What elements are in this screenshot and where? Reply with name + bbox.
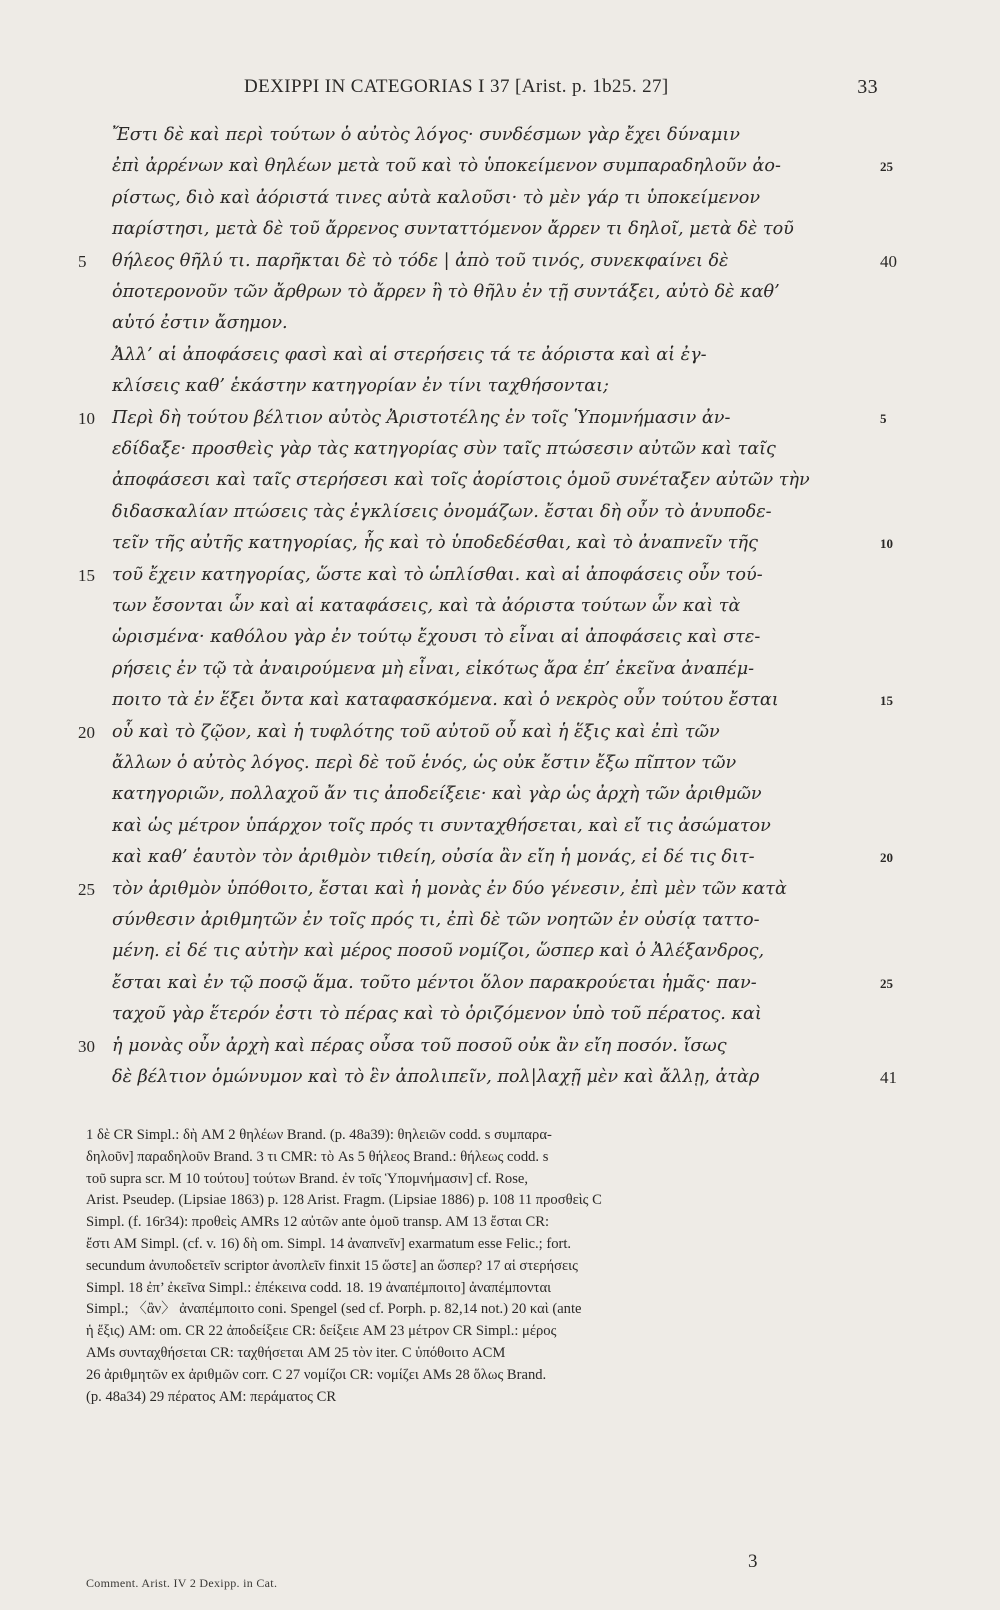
text-line: εδίδαξε· προσθεὶς γὰρ τὰς κατηγορίας σὺν ταῖς πτώσεσιν αὐτῶν καὶ ταῖς	[112, 439, 776, 459]
running-head: DEXIPPI IN CATEGORIAS I 37 [Arist. p. 1b25. 27]	[244, 76, 669, 97]
line-number-left: 25	[78, 880, 95, 899]
apparatus-line: 26 ἀριθμητῶν ex ἀριθμῶν corr. C 27 νομίζοι CR: νομίζει AMs 28 ὅλως Brand.	[86, 1367, 547, 1383]
page-number: 33	[857, 76, 878, 98]
page-header	[0, 76, 1000, 106]
text-line: καὶ καθ’ ἑαυτὸν τὸν ἀριθμὸν τιθείη, οὐσία ἂν εἴη ἡ μονάς, εἰ δέ τις διτ-	[112, 847, 755, 867]
apparatus-line: 1 δὲ CR Simpl.: δὴ AM 2 θηλέων Brand. (p. 48a39): θηλειῶν codd. s συμπαρα-	[86, 1127, 552, 1143]
line-number-right: 20	[880, 850, 893, 865]
line-number-left: 10	[78, 409, 95, 428]
line-number-right: 40	[880, 252, 897, 271]
apparatus-line: ἔστι AM Simpl. (cf. v. 16) δὴ om. Simpl. 14 ἀναπνεῖν] exarmatum esse Felic.; fort.	[86, 1236, 572, 1252]
line-number-right: 10	[880, 536, 893, 551]
line-number-left: 5	[78, 252, 87, 271]
line-number-left: 15	[78, 566, 95, 585]
text-line: αὑτό ἐστιν ἄσημον.	[112, 313, 288, 333]
text-line: ἔσται καὶ ἐν τῷ ποσῷ ἅμα. τοῦτο μέντοι ὅλον παρακρούεται ἡμᾶς· παν-	[112, 973, 757, 993]
apparatus-line: Simpl. (f. 16r34): προθεὶς AMRs 12 αὐτῶν ante ὁμοῦ transp. AM 13 ἔσται CR:	[86, 1214, 550, 1230]
apparatus-line: AMs συνταχθήσεται CR: ταχθήσεται AM 25 τὸν iter. C ὑπόθοιτο ACM	[86, 1345, 506, 1361]
text-line: ταχοῦ γὰρ ἕτερόν ἐστι τὸ πέρας καὶ τὸ ὁριζόμενον ὑπὸ τοῦ πέρατος. καὶ	[112, 1004, 762, 1024]
text-line: διδασκαλίαν πτώσεις τὰς ἐγκλίσεις ὀνομάζων. ἔσται δὴ οὖν τὸ ἀνυποδε-	[112, 502, 772, 522]
apparatus-line: δηλοῦν] παραδηλοῦν Brand. 3 τι CMR: τὸ As 5 θήλεος Brand.: θήλεως codd. s	[86, 1149, 549, 1165]
text-line: κατηγοριῶν, πολλαχοῦ ἄν τις ἀποδείξειε· καὶ γὰρ ὡς ἀρχὴ τῶν ἀριθμῶν	[112, 784, 762, 804]
text-line: ἐπὶ ἀρρένων καὶ θηλέων μετὰ τοῦ καὶ τὸ ὑποκείμενον συμπαραδηλοῦν ἀο-	[112, 156, 781, 176]
text-line: ποιτο τὰ ἐν ἕξει ὄντα καὶ καταφασκόμενα. καὶ ὁ νεκρὸς οὖν τούτου ἔσται	[112, 690, 779, 710]
text-line: ρήσεις ἐν τῷ τὰ ἀναιρούμενα μὴ εἶναι, εἰκότως ἄρα ἐπ’ ἐκεῖνα ἀναπέμ-	[112, 659, 755, 679]
signature-number: 3	[748, 1551, 758, 1572]
apparatus-line: τοῦ supra scr. M 10 τούτου] τούτων Brand. ἐν τοῖς Ὑπομνήμασιν] cf. Rose,	[86, 1171, 529, 1187]
text-line: ὡρισμένα· καθόλου γὰρ ἐν τούτῳ ἔχουσι τὸ εἶναι αἱ ἀποφάσεις καὶ στε-	[112, 627, 761, 647]
text-line: δὲ βέλτιον ὁμώνυμον καὶ τὸ ἓν ἀπολιπεῖν, πολ|λαχῇ μὲν καὶ ἄλλῃ, ἀτὰρ	[112, 1067, 760, 1087]
text-line: Ἀλλ’ αἱ ἀποφάσεις φασὶ καὶ αἱ στερήσεις τά τε ἀόριστα καὶ αἱ ἐγ-	[112, 345, 707, 365]
apparatus-line: Simpl.; 〈ἂν〉 ἀναπέμποιτο coni. Spengel (sed cf. Porph. p. 82,14 not.) 20 καὶ (ante	[86, 1301, 582, 1317]
text-line: μένη. εἰ δέ τις αὐτὴν καὶ μέρος ποσοῦ νομίζοι, ὥσπερ καὶ ὁ Ἀλέξανδρος,	[112, 941, 765, 961]
text-line: Ἔστι δὲ καὶ περὶ τούτων ὁ αὐτὸς λόγος· συνδέσμων γὰρ ἔχει δύναμιν	[112, 125, 740, 145]
text-line: ρίστως, διὸ καὶ ἀόριστά τινες αὐτὰ καλοῦσι· τὸ μὲν γάρ τι ὑποκείμενον	[112, 188, 761, 208]
text-line: ὁποτερονοῦν τῶν ἄρθρων τὸ ἄρρεν ἢ τὸ θῆλυ ἐν τῇ συντάξει, αὐτὸ δὲ καθ’	[112, 282, 780, 302]
apparatus-line: Arist. Pseudep. (Lipsiae 1863) p. 128 Arist. Fragm. (Lipsiae 1886) p. 108 11 προσθεὶς C	[86, 1192, 602, 1208]
text-line: σύνθεσιν ἀριθμητῶν ἐν τοῖς πρός τι, ἐπὶ δὲ τῶν νοητῶν ἐν οὐσίᾳ ταττο-	[112, 910, 760, 930]
text-line: τεῖν τῆς αὐτῆς κατηγορίας, ἧς καὶ τὸ ὑποδεδέσθαι, καὶ τὸ ἀναπνεῖν τῆς	[112, 533, 758, 553]
text-line: τὸν ἀριθμὸν ὑπόθοιτο, ἔσται καὶ ἡ μονὰς ἐν δύο γένεσιν, ἐπὶ μὲν τῶν κατὰ	[112, 879, 787, 899]
text-line: οὗ καὶ τὸ ζῷον, καὶ ἡ τυφλότης τοῦ αὐτοῦ οὗ καὶ ἡ ἕξις καὶ ἐπὶ τῶν	[112, 722, 720, 742]
line-number-right: 25	[880, 159, 893, 174]
text-line: θήλεος θῆλύ τι. παρῆκται δὲ τὸ τόδε | ἀπὸ τοῦ τινός, συνεκφαίνει δὲ	[112, 251, 729, 271]
apparatus-line: Simpl. 18 ἐπ’ ἐκεῖνα Simpl.: ἐπέκεινα codd. 18. 19 ἀναπέμποιτο] ἀναπέμπονται	[86, 1280, 552, 1296]
line-number-right: 41	[880, 1068, 897, 1087]
text-line: ἡ μονὰς οὖν ἀρχὴ καὶ πέρας οὖσα τοῦ ποσοῦ οὐκ ἂν εἴη ποσόν. ἴσως	[112, 1036, 727, 1056]
apparatus-line: ἡ ἕξις) AM: om. CR 22 ἀποδείξειε CR: δείξειε AM 23 μέτρον CR Simpl.: μέρος	[86, 1323, 557, 1339]
text-line: παρίστησι, μετὰ δὲ τοῦ ἄρρενος συνταττόμενον ἄρρεν τι δηλοῖ, μετὰ δὲ τοῦ	[112, 219, 794, 239]
line-number-right: 5	[880, 411, 887, 426]
line-number-left: 20	[78, 723, 95, 742]
line-number-left: 30	[78, 1037, 95, 1056]
text-line: καὶ ὡς μέτρον ὑπάρχον τοῖς πρός τι συνταχθήσεται, καὶ εἴ τις ἀσώματον	[112, 816, 771, 836]
line-number-right: 25	[880, 976, 893, 991]
text-line: Περὶ δὴ τούτου βέλτιον αὐτὸς Ἀριστοτέλης ἐν τοῖς Ὑπομνήμασιν ἀν-	[112, 408, 731, 428]
text-line: τοῦ ἔχειν κατηγορίας, ὥστε καὶ τὸ ὡπλίσθαι. καὶ αἱ ἀποφάσεις οὖν τού-	[112, 565, 763, 585]
signature-mark: Comment. Arist. IV 2 Dexipp. in Cat.	[86, 1576, 278, 1590]
text-line: των ἔσονται ὧν καὶ αἱ καταφάσεις, καὶ τὰ ἀόριστα τούτων ὧν καὶ τὰ	[112, 596, 741, 616]
apparatus-line: secundum ἀνυποδετεῖν scriptor ἀνοπλεῖν finxit 15 ὥστε] an ὥσπερ? 17 αἱ στερήσεις	[86, 1258, 578, 1274]
line-number-right: 15	[880, 693, 893, 708]
text-line: κλίσεις καθ’ ἑκάστην κατηγορίαν ἐν τίνι ταχθήσονται;	[112, 376, 609, 396]
apparatus-line: (p. 48a34) 29 πέρατος AM: περάματος CR	[86, 1389, 337, 1405]
text-line: ἀποφάσεσι καὶ ταῖς στερήσεσι καὶ τοῖς ἀορίστοις ὁμοῦ συνέταξεν αὐτῶν τὴν	[112, 470, 810, 490]
text-line: ἄλλων ὁ αὐτὸς λόγος. περὶ δὲ τοῦ ἑνός, ὡς οὐκ ἔστιν ἔξω πῖπτον τῶν	[112, 753, 737, 773]
